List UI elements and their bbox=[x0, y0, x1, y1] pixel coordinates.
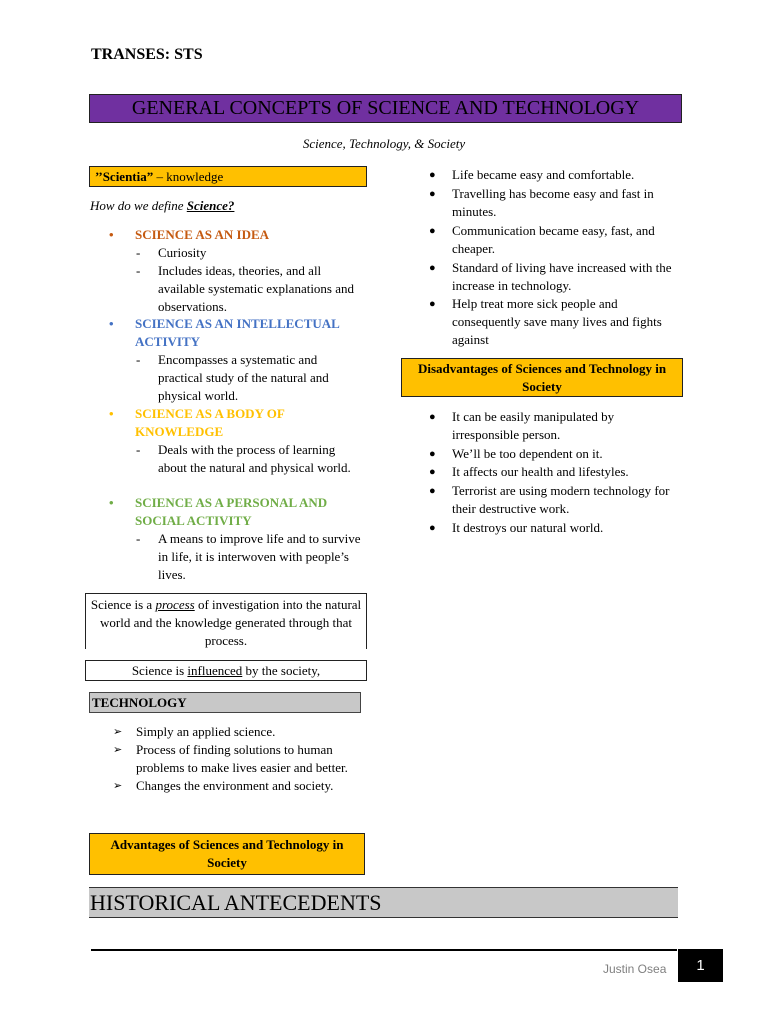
bullet-icon: ● bbox=[429, 225, 436, 237]
bullet-icon: ● bbox=[429, 169, 436, 181]
arrow-bullet-icon: ➢ bbox=[113, 726, 123, 738]
disadvantage-item: ● Terrorist are using modern technology for their destructive work. bbox=[429, 483, 670, 516]
scientia-term: ’’Scientia” bbox=[95, 169, 154, 184]
bullet-icon: • bbox=[109, 406, 114, 421]
advantage-item: ● Travelling has become easy and fast in minutes. bbox=[429, 186, 654, 219]
concept-item: - Includes ideas, theories, and all available systematic explanations and observations. bbox=[136, 263, 355, 314]
advantage-item: ● Help treat more sick people and consequently save many lives and fights against bbox=[429, 296, 662, 347]
bullet-icon: ● bbox=[429, 262, 436, 274]
define-question bbox=[90, 198, 234, 214]
bullet-icon: • bbox=[109, 495, 114, 510]
bullet-icon: ● bbox=[429, 448, 436, 460]
concept-title: SCIENCE AS A BODY OF KNOWLEDGE bbox=[135, 406, 285, 439]
concept-title: SCIENCE AS A PERSONAL AND SOCIAL ACTIVITY bbox=[135, 495, 328, 528]
concept-item: - A means to improve life and to survive in life, it is interwoven with people’s lives. bbox=[136, 531, 361, 582]
concept-item: - Deals with the process of learning about the natural and physical world. bbox=[136, 442, 351, 475]
disadvantage-item: ● We’ll be too dependent on it. bbox=[429, 446, 603, 461]
concept-intellectual bbox=[109, 315, 359, 351]
disadvantage-item: ● It affects our health and lifestyles. bbox=[429, 464, 629, 479]
influenced-box: Science is influenced by the society, bbox=[85, 660, 367, 681]
scientia-meaning: – knowledge bbox=[153, 169, 224, 184]
advantage-item: ● Communication became easy, fast, and cheaper. bbox=[429, 223, 655, 256]
concept-title: SCIENCE AS AN IDEA bbox=[135, 227, 270, 242]
technology-item: ➢ Changes the environment and society. bbox=[113, 778, 334, 793]
disadvantage-item: ● It can be easily manipulated by irresponsible person. bbox=[429, 409, 615, 442]
concept-idea bbox=[109, 226, 359, 244]
subtitle: Science, Technology, & Society bbox=[302, 136, 466, 151]
define-prefix: How do we define bbox=[90, 198, 187, 213]
define-word: Science? bbox=[186, 198, 235, 213]
section-banner: GENERAL CONCEPTS OF SCIENCE AND TECHNOLOGY bbox=[89, 94, 682, 123]
advantage-item: ● Life became easy and comfortable. bbox=[429, 167, 635, 182]
bullet-icon: • bbox=[109, 227, 114, 242]
arrow-bullet-icon: ➢ bbox=[113, 744, 123, 756]
bullet-icon: ● bbox=[429, 411, 436, 423]
process-box: Science is a process of investigation into the natural world and the knowledge generated through that process. bbox=[85, 593, 367, 649]
concept-item: - Curiosity bbox=[136, 245, 207, 260]
scientia-box bbox=[89, 166, 367, 187]
disadvantages-heading: Disadvantages of Sciences and Technology in Society bbox=[401, 358, 683, 397]
concept-personal-social bbox=[109, 494, 359, 530]
bullet-icon: ● bbox=[429, 522, 436, 534]
concept-title: SCIENCE AS AN INTELLECTUAL ACTIVITY bbox=[135, 316, 340, 349]
page-number: 1 bbox=[678, 949, 723, 982]
advantages-heading: Advantages of Sciences and Technology in Society bbox=[89, 833, 365, 875]
footer-author: Justin Osea bbox=[603, 962, 667, 976]
technology-heading: TECHNOLOGY bbox=[89, 692, 361, 713]
concept-body-of-knowledge bbox=[109, 405, 359, 441]
bullet-icon: • bbox=[109, 316, 114, 331]
bullet-icon: ● bbox=[429, 466, 436, 478]
arrow-bullet-icon: ➢ bbox=[113, 780, 123, 792]
advantage-item: ● Standard of living have increased with the increase in technology. bbox=[429, 260, 672, 293]
technology-item: ➢ Process of finding solutions to human problems to make lives easier and better. bbox=[113, 742, 348, 775]
disadvantage-item: ● It destroys our natural world. bbox=[429, 520, 604, 535]
technology-item: ➢ Simply an applied science. bbox=[113, 724, 276, 739]
bullet-icon: ● bbox=[429, 298, 436, 310]
footer-divider bbox=[91, 949, 677, 951]
document-header: TRANSES: STS bbox=[91, 46, 203, 63]
concept-item: - Encompasses a systematic and practical study of the natural and physical world. bbox=[136, 352, 329, 403]
historical-heading: HISTORICAL ANTECEDENTS bbox=[89, 887, 678, 918]
bullet-icon: ● bbox=[429, 485, 436, 497]
bullet-icon: ● bbox=[429, 188, 436, 200]
